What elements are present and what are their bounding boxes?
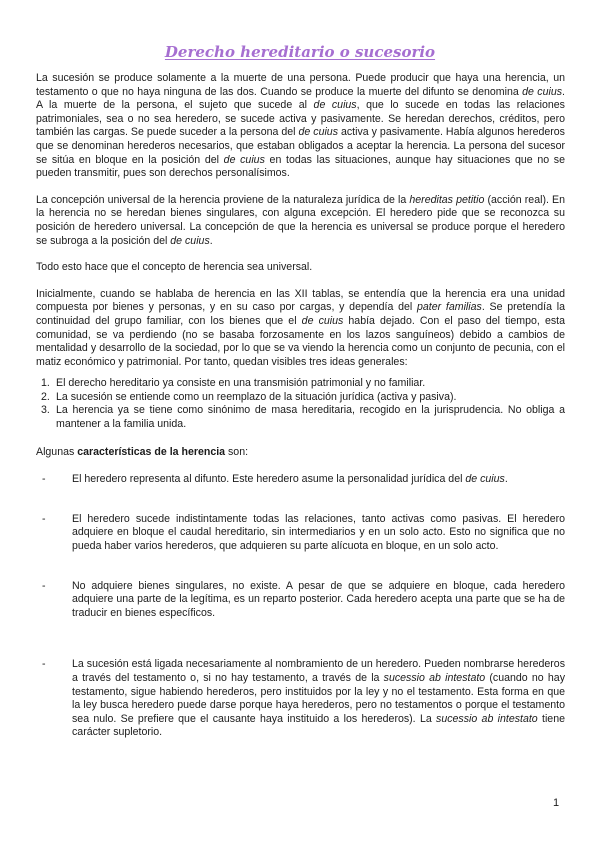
list-item: 3. La herencia ya se tiene como sinónimo de masa hereditaria, recogido en la jurisprudencia. No obliga a mantener a la familia unida. <box>41 404 565 431</box>
page-title: Derecho hereditario o sucesorio <box>164 43 436 61</box>
document-body <box>36 72 565 740</box>
paragraph-concepto-universal: Todo esto hace que el concepto de herencia sea universal. <box>36 261 313 274</box>
paragraph-xii-tablas: Inicialmente, cuando se hablaba de herencia en las XII tablas, se entendía que la herencia era una unidad compuesta por bienes y personas, y en su caso por cargas, y dependía del pater familias. Se pretendía la continuidad del grupo familiar, con los bienes que el de cuius había dejado. Con el paso del tiempo, esta comunidad, se va perdiendo (no se basaba forzosamente en los lazos sanguíneos) debido a cambios de mentalidad y desarrollo de la sociedad, por lo que se va viendo la herencia como un conjunto de pecunia, con el matiz económico y patrimonial. Por tanto, quedan visibles tres ideas generales: <box>36 287 565 368</box>
list-item: 1. El derecho hereditario ya consiste en una transmisión patrimonial y no familiar. <box>41 377 426 390</box>
paragraph-concepcion-universal: La concepción universal de la herencia proviene de la naturaleza jurídica de la hereditas petitio (acción real). En la herencia no se heredan bienes singulares, con alguna excepción. El heredero pide que se reconozca su posición de heredero universal. La concepción de que la herencia es universal se produce porque el heredero se subroga a la posición del de cuius. <box>36 193 565 247</box>
list-item: - El heredero representa al difunto. Este heredero asume la personalidad jurídica del de cuius. <box>42 473 508 486</box>
list-item: - La sucesión está ligada necesariamente al nombramiento de un heredero. Pueden nombrarse herederos a través del testamento o, si no hay testamento, a través de la sucessio ab intestato (cuando no hay testamento, sigue habiendo herederos, pero instituidos por la ley y no el testamento. Esta forma en que la ley busca heredero puede darse porque haya herederos, pero no testamentos o porque el testamento sea nulo. Se prefiere que el causante haya instituido a los herederos). La sucessio ab intestato tiene carácter supletorio. <box>42 658 565 739</box>
list-item: 2. La sucesión se entiende como un reemplazo de la situación jurídica (activa y pasiva). <box>41 390 457 403</box>
ideas-list <box>36 377 565 431</box>
list-item: - El heredero sucede indistintamente todas las relaciones, tanto activas como pasivas. El heredero adquiere en bloque el caudal hereditario, sin intermediarios y en un solo acto. Esto no significa que no pueda haber varios herederos, que adquieren su parte alícuota en bloque, en un solo acto. <box>42 512 565 553</box>
page-number: 1 <box>553 797 560 809</box>
list-item: - No adquiere bienes singulares, no existe. A pesar de que se adquiere en bloque, cada heredero adquiere una parte de la legítima, es un reparto posterior. Cada heredero acepta una parte que se ha de traducir en bienes específicos. <box>42 579 565 619</box>
paragraph-caracteristicas-intro: Algunas características de la herencia son: <box>36 445 249 458</box>
paragraph-sucesion: La sucesión se produce solamente a la muerte de una persona. Puede producir que haya una herencia, un testamento o que no haya ninguna de las dos. Cuando se produce la muerte del difunto se denomina de cuius. A la muerte de la persona, el sujeto que sucede al de cuius, que lo sucede en todas las relaciones patrimoniales, sea o no sea heredero, se sucede activa y pasivamente. Se heredan derechos, créditos, pero también las cargas. Se puede suceder a la persona del de cuius activa y pasivamente. Había algunos herederos que se denominan herederos necesarios, que estaban obligados a aceptar la herencia. La persona del sucesor se sitúa en bloque en la posición del de cuius en todas las situaciones, aunque hay situaciones que no se pueden transmitir, pues son derechos personalísimos. <box>36 72 565 180</box>
characteristics-list <box>36 473 565 740</box>
